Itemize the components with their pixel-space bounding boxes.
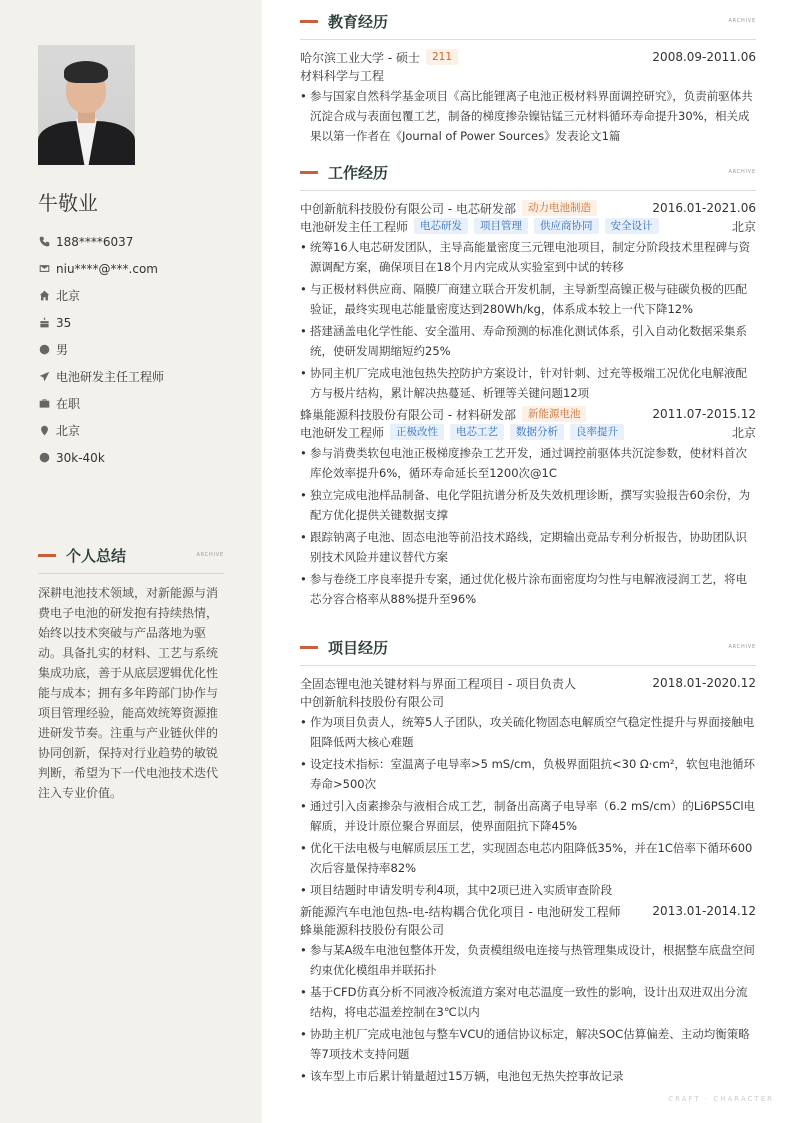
- company-name: 蜂巢能源科技股份有限公司 - 材料研发部: [300, 407, 516, 422]
- job-city: 北京: [731, 425, 756, 440]
- projects-section: [300, 636, 756, 1088]
- location-icon: [38, 425, 50, 437]
- work-section: [300, 161, 756, 611]
- list-item: • 参与国家自然科学基金项目《高比能锂离子电池正极材料界面调控研究》，负责前驱体共沉淀合成与表面包覆工艺，制备的梯度掺杂镍钴锰三元材料循环寿命提升30%，相关成果以第一作者在《Journal of Power Sources》发表论文1篇: [300, 86, 756, 146]
- job-date: 2011.07-2015.12: [652, 407, 756, 421]
- company-name: 中创新航科技股份有限公司 - 电芯研发部: [300, 201, 516, 216]
- projects-title: 项目经历: [328, 638, 389, 657]
- sidebar: [0, 0, 262, 1123]
- list-item: • 作为项目负责人，统筹5人子团队，攻关硫化物固态电解质空气稳定性提升与界面接触电阻降低两大核心难题: [300, 712, 756, 752]
- skill-tag: 正极改性: [390, 424, 444, 440]
- skill-tag: 安全设计: [605, 218, 659, 234]
- job-bullets: [300, 443, 756, 609]
- info-salary: 30k-40k: [38, 444, 164, 471]
- list-item: • 协同主机厂完成电池包热失控防护方案设计，针对针刺、过充等极端工况优化电解液配方与极片结构，累计解决热蔓延、析锂等关键问题12项: [300, 363, 756, 403]
- project-date: 2013.01-2014.12: [652, 904, 756, 918]
- job-entry: [300, 405, 756, 609]
- school-badge: 211: [426, 49, 458, 65]
- education-header: [300, 48, 756, 66]
- education-major: 材料科学与工程: [300, 68, 385, 83]
- info-status: 在职: [38, 390, 164, 417]
- contact-info-list: [38, 228, 164, 471]
- skill-tag: 良率提升: [570, 424, 624, 440]
- skill-tag: 项目管理: [474, 218, 528, 234]
- list-item: • 搭建涵盖电化学性能、安全滥用、寿命预测的标准化测试体系，引入自动化数据采集系统，使研发周期缩短约25%: [300, 321, 756, 361]
- home-icon: [38, 290, 50, 302]
- gender-icon: [38, 344, 50, 356]
- summary-text: 深耕电池技术领域，对新能源与消费电子电池的研发抱有持续热情，始终以技术突破与产品落地为驱动。具备扎实的材料、工艺与系统集成功底，善于从底层逻辑优化性能与成本；拥有多年跨部门协作与项目管理经验，能高效统筹资源推进研发节奏。注重与产业链伙伴的协同创新，保持对行业趋势的敏锐判断，希望为下一代电池技术迭代注入专业价值。: [38, 586, 219, 800]
- project-entry: [300, 674, 756, 900]
- list-item: • 统筹16人电芯研发团队，主导高能量密度三元锂电池项目，制定分阶段技术里程碑与资源调配方案，确保项目在18个月内完成从实验室到中试的转移: [300, 237, 756, 277]
- education-title: 教育经历: [328, 12, 389, 31]
- archive-tag: ARCHIVE: [196, 552, 224, 558]
- list-item: • 该车型上市后累计销量超过15万辆，电池包无热失控事故记录: [300, 1066, 756, 1086]
- job-bullets: [300, 237, 756, 403]
- archive-tag: ARCHIVE: [728, 169, 756, 175]
- job-entry: [300, 199, 756, 403]
- phone-icon: [38, 236, 50, 248]
- project-name: 全固态锂电池关键材料与界面工程项目 - 项目负责人: [300, 676, 576, 691]
- list-item: • 独立完成电池样品制备、电化学阻抗谱分析及失效机理诊断，撰写实验报告60余份，为配方优化提供关键数据支撑: [300, 485, 756, 525]
- list-item: • 跟踪钠离子电池、固态电池等前沿技术路线，定期输出竞品专利分析报告，协助团队识别技术风险并建议替代方案: [300, 527, 756, 567]
- info-email: niu****@***.com: [38, 255, 164, 282]
- profile-photo: [38, 45, 135, 165]
- info-position: 电池研发主任工程师: [38, 363, 164, 390]
- archive-tag: ARCHIVE: [728, 644, 756, 650]
- candidate-name: 牛敬业: [38, 191, 98, 215]
- project-name: 新能源汽车电池包热-电-结构耦合优化项目 - 电池研发工程师: [300, 904, 621, 919]
- section-accent-bar: [300, 20, 318, 23]
- mail-icon: [38, 263, 50, 275]
- education-date: 2008.09-2011.06: [652, 50, 756, 64]
- skill-tag: 数据分析: [510, 424, 564, 440]
- education-bullets: [300, 86, 756, 146]
- project-org: 中创新航科技股份有限公司: [300, 694, 445, 709]
- project-org: 蜂巢能源科技股份有限公司: [300, 922, 445, 937]
- list-item: • 项目结题时申请发明专利4项，其中2项已进入实质审查阶段: [300, 880, 756, 900]
- salary-icon: [38, 452, 50, 464]
- industry-badge: 动力电池制造: [522, 200, 597, 216]
- project-entry: [300, 902, 756, 1086]
- list-item: • 优化干法电极与电解质层压工艺，实现固态电芯内阻降低35%，并在1C倍率下循环600次后容量保持率82%: [300, 838, 756, 878]
- section-accent-bar: [38, 554, 56, 557]
- work-title: 工作经历: [328, 163, 389, 182]
- project-bullets: [300, 712, 756, 900]
- job-date: 2016.01-2021.06: [652, 201, 756, 215]
- skill-tag: 电芯工艺: [450, 424, 504, 440]
- cake-icon: [38, 317, 50, 329]
- list-item: • 参与消费类软包电池正极梯度掺杂工艺开发，通过调控前驱体共沉淀参数，使材料首次库伦效率提升6%，循环寿命延长至1200次@1C: [300, 443, 756, 483]
- send-icon: [38, 371, 50, 383]
- info-home: 北京: [38, 282, 164, 309]
- summary-title: 个人总结: [66, 546, 127, 565]
- job-position: 电池研发工程师: [300, 425, 385, 440]
- skill-tag: 电芯研发: [414, 218, 468, 234]
- list-item: • 通过引入卤素掺杂与液相合成工艺，制备出高离子电导率（6.2 mS/cm）的Li6PS5Cl电解质，并设计原位聚合界面层，使界面阻抗下降45%: [300, 796, 756, 836]
- info-age: 35: [38, 309, 164, 336]
- list-item: • 与正极材料供应商、隔膜厂商建立联合开发机制，主导新型高镍正极与硅碳负极的匹配验证，最终实现电芯能量密度达到280Wh/kg，体系成本较上一代下降12%: [300, 279, 756, 319]
- section-divider: [38, 573, 224, 574]
- section-accent-bar: [300, 171, 318, 174]
- list-item: • 参与卷绕工序良率提升专案，通过优化极片涂布面密度均匀性与电解液浸润工艺，将电芯分容合格率从88%提升至96%: [300, 569, 756, 609]
- skill-tag: 供应商协同: [534, 218, 599, 234]
- education-section: [300, 10, 756, 148]
- section-accent-bar: [300, 646, 318, 649]
- info-phone: 188****6037: [38, 228, 164, 255]
- info-gender: 男: [38, 336, 164, 363]
- list-item: • 基于CFD仿真分析不同液冷板流道方案对电芯温度一致性的影响，设计出双进双出分流结构，将电芯温差控制在3℃以内: [300, 982, 756, 1022]
- footer-watermark: CRAFT · CHARACTER: [668, 1095, 774, 1103]
- info-location: 北京: [38, 417, 164, 444]
- list-item: • 协助主机厂完成电池包与整车VCU的通信协议标定，解决SOC估算偏差、主动均衡策略等7项技术支持问题: [300, 1024, 756, 1064]
- list-item: • 设定技术指标：室温离子电导率>5 mS/cm，负极界面阻抗<30 Ω·cm²，软包电池循环寿命>500次: [300, 754, 756, 794]
- list-item: • 参与某A级车电池包整体开发，负责模组级电连接与热管理集成设计，根据整车底盘空间约束优化模组串并联拓扑: [300, 940, 756, 980]
- job-city: 北京: [731, 219, 756, 234]
- school-name: 哈尔滨工业大学 - 硕士: [300, 50, 420, 65]
- summary-section: [38, 544, 224, 803]
- briefcase-icon: [38, 398, 50, 410]
- archive-tag: ARCHIVE: [728, 18, 756, 24]
- industry-badge: 新能源电池: [522, 406, 587, 422]
- project-bullets: [300, 940, 756, 1086]
- project-date: 2018.01-2020.12: [652, 676, 756, 690]
- job-position: 电池研发主任工程师: [300, 219, 409, 234]
